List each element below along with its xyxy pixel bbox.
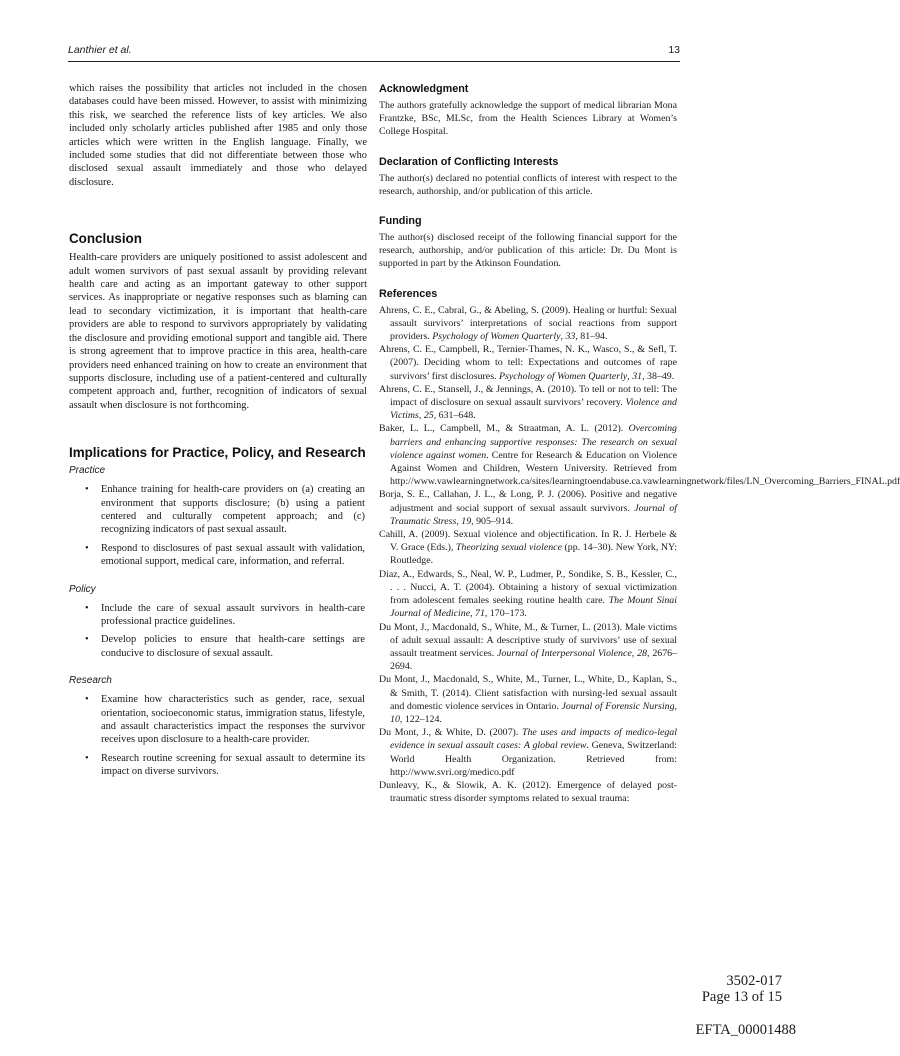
reference-item: Ahrens, C. E., Stansell, J., & Jennings, A. (2010). To tell or not to tell: The impact of disclosure on sexual assault survivors’ recovery. Violence and Victims, 25, 631–648.: [379, 383, 677, 422]
conclusion-paragraph: Health-care providers are uniquely positioned to assist adolescent and adult women survivors of past sexual assault by providing relevant health care and acting as an important gateway to other support services. As inappropriate or negative responses such as blaming can lead to secondary victimization, it is important that health-care providers are able to respond to survivors appropriately by validating the disclosure and providing emotional support and tangible aid. There is strong agreement that to improve practice in this area, health-care providers need enhanced training on how to create an environment that supports disclosure, including use of a patient-centered and culturally competent approach and, further, recognition of indicators of sexual assault when disclosure is not forthcoming.: [69, 252, 367, 411]
reference-item: Du Mont, J., Macdonald, S., White, M., Turner, L., White, D., Kaplan, S., & Smith, T. (2014). Client satisfaction with nursing-led sexual assault and domestic violence services in Ontario. Journal of Forensic Nursing, 10, 122–124.: [379, 674, 677, 725]
reference-item: Du Mont, J., & White, D. (2007). The uses and impacts of medico-legal evidence in sexual assault cases: A global review. Geneva, Switzerland: World Health Organization. Retrieved from: http://www.svri.org/medico.pdf: [379, 727, 677, 778]
list-item: • Examine how characteristics such as gender, race, sexual orientation, socioeconomic status, immigration status, lifestyle, and assault characteristics impact the responses the survivor receives upon disclosure to a health-care provider.: [85, 694, 365, 746]
policy-subheading: Policy: [69, 583, 96, 595]
reference-item: Diaz, A., Edwards, S., Neal, W. P., Ludmer, P., Sondike, S. B., Kessler, C., . . . Nucci, A. T. (2004). Obtaining a history of sexual victimization from adolescent females seeking routine health care. The Mount Sinai Journal of Medicine, 71, 170–173.: [379, 568, 677, 620]
document-id: 3502-017: [726, 973, 782, 989]
bates-stamp: EFTA_00001488: [695, 1022, 796, 1038]
practice-subheading: Practice: [69, 465, 106, 477]
reference-item: Borja, S. E., Callahan, J. L., & Long, P. J. (2006). Positive and negative adjustment and social support of sexual assault survivors. Journal of Traumatic Stress, 19, 905–914.: [379, 489, 677, 527]
acknowledgment-text: The authors gratefully acknowledge the support of medical librarian Mona Frantzke, BSc, MLSc, from the Health Sciences Library at Women’s College Hospital.: [379, 100, 677, 138]
page-footer: [702, 974, 782, 1005]
references-heading: References: [379, 287, 438, 300]
implications-heading: Implications for Practice, Policy, and Research: [69, 445, 366, 461]
reference-item: Cahill, A. (2009). Sexual violence and objectification. In R. J. Herbele & V. Grace (Eds.), Theorizing sexual violence (pp. 14–30). New York, NY: Routledge.: [379, 529, 677, 567]
conclusion-heading: Conclusion: [69, 231, 142, 247]
list-item: • Enhance training for health-care providers on (a) creating an environment that supports disclosure; (b) using a patient centered and culturally competent approach; and (c) recognizing indicators of past sexual assault.: [85, 484, 365, 536]
list-item: • Develop policies to ensure that health-care settings are conducive to disclosure of sexual assault.: [85, 634, 365, 659]
left-column: [69, 82, 367, 779]
running-head-authors: Lanthier et al.: [68, 44, 132, 56]
list-item: • Research routine screening for sexual assault to determine its impact on diverse survivors.: [85, 752, 365, 778]
reference-item: Du Mont, J., Macdonald, S., White, M., & Turner, L. (2013). Male victims of adult sexual assault: A descriptive study of survivors’ use of sexual assault treatment services. Journal of Interpersonal Violence, 28, 2676–2694.: [379, 621, 678, 673]
funding-text: The author(s) disclosed receipt of the following financial support for the research, authorship, and/or publication of this article: Dr. Du Mont is supported in part by the Atkinson Foundation.: [379, 232, 677, 270]
running-head: [68, 44, 680, 56]
reference-item: Ahrens, C. E., Campbell, R., Ternier-Thames, N. K., Wasco, S., & Sefl, T. (2007). Deciding whom to tell: Expectations and outcomes of rape survivors’ first disclosures. Psychology of Women Quarterly, 31, 38–49.: [379, 344, 677, 382]
page-label: Page 13 of 15: [701, 988, 782, 1005]
acknowledgment-heading: Acknowledgment: [379, 83, 469, 95]
research-subheading: Research: [69, 675, 112, 687]
conflicts-text: The author(s) declared no potential conflicts of interest with respect to the research, authorship, and/or publication of this article.: [379, 172, 677, 197]
right-column: [379, 82, 900, 805]
list-item: • Include the care of sexual assault survivors in health-care professional practice guidelines.: [85, 602, 365, 627]
conflicts-heading: Declaration of Conflicting Interests: [379, 155, 559, 168]
reference-item: Ahrens, C. E., Cabral, G., & Abeling, S. (2009). Healing or hurtful: Sexual assault survivors’ interpretations of social reactions from support providers. Psychology of Women Quarterly, 33, 81–94.: [379, 304, 677, 343]
references-list: [379, 304, 900, 806]
policy-list: [69, 602, 367, 661]
research-list: [69, 693, 367, 778]
header-rule: [68, 61, 680, 62]
practice-list: [69, 483, 367, 568]
reference-item: Baker, L. L., Campbell, M., & Straatman, A. L. (2012). Overcoming barriers and enhancing supportive responses: The research on sexual violence against women. Centre for Research & Education on Violence Against Women and Children, Western University. Retrieved from http://www.vawlearningnetwork.ca/sites/learningtoendabuse.ca.vawlearningnetwork/files/LN_Overcoming_Barriers_FINAL.pdf: [379, 423, 900, 488]
funding-heading: Funding: [379, 215, 422, 228]
intro-paragraph: which raises the possibility that articles not included in the chosen databases could have been missed. However, to assist with minimizing this risk, we searched the reference lists of key articles. We also included only scholarly articles published after 1985 and only those articles which were written in the English language. Finally, we included some studies that did not differentiate between those who disclosed sexual assault immediately and those who delayed disclosure.: [69, 83, 367, 188]
list-item: • Respond to disclosures of past sexual assault with validation, emotional support, medical care, information, and referral.: [85, 542, 365, 568]
reference-item: Dunleavy, K., & Slowik, A. K. (2012). Emergence of delayed post-traumatic stress disorder symptoms related to sexual trauma:: [379, 779, 677, 805]
running-head-page-number: 13: [668, 44, 680, 56]
